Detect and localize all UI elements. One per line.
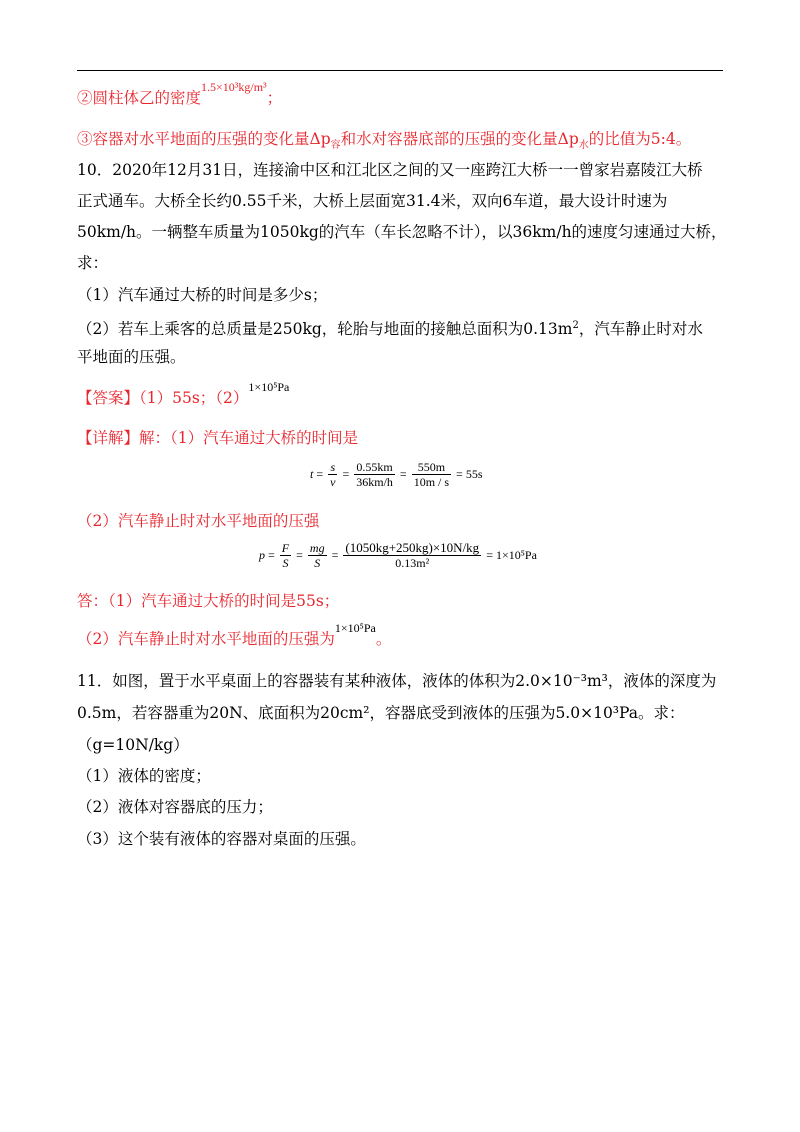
- item-3-sub-1: 容: [330, 140, 341, 152]
- eq2-fraction-3: [343, 541, 481, 570]
- q10-line-6b: ，汽车静止时对水: [578, 320, 703, 339]
- eq2-fraction-1: [280, 541, 291, 570]
- q11-line-2: 0.5m，若容器重为20N、底面积为20cm²，容器底受到液体的压强为5.0×10³Pa。求：: [77, 704, 685, 722]
- item-3-text-a: ③容器对水平地面的压强的变化量Δp: [77, 130, 331, 148]
- eq2-f2-num: mg: [309, 541, 325, 555]
- prev-item-3: [77, 128, 691, 157]
- eq1-f1-den: v: [330, 475, 336, 489]
- conclusion-2-text: （2）汽车静止时对水平地面的压强为: [77, 630, 335, 648]
- eq1-f3-num: 550m: [412, 460, 451, 475]
- q10-line-6-sup: 2: [572, 320, 579, 331]
- equation-pressure: p = $\frac{F}{S}$ = $\frac{mg}{S}$ = $\frac{(1050kg+250kg)\times 10N/kg}{\text{0.13m²}}$ = 1×10⁵Pa: [259, 540, 537, 570]
- eq1-f2-den: 36km/h: [356, 475, 393, 489]
- eq2-f1-den: S: [282, 556, 289, 570]
- q11-line-4: （1）液体的密度；: [77, 767, 211, 785]
- eq2-f3-num: (1050kg+250kg)×10N/kg: [345, 540, 480, 555]
- item-3-sub-2: 水: [578, 140, 589, 152]
- detail-tag: 【详解】: [77, 429, 140, 447]
- q10-conclusion-2: [77, 621, 392, 651]
- q11-line-6: （3）这个装有液体的容器对桌面的压强。: [77, 830, 366, 848]
- eq1-fraction-3: [412, 460, 451, 489]
- eq1-fraction-2: [354, 460, 395, 489]
- answer-value: 1×10⁵Pa: [248, 380, 290, 394]
- eq2-fraction-2: [308, 541, 327, 570]
- q10-line-6a: （2）若车上乘客的总质量是250kg，轮胎与地面的接触总面积为0.13m: [77, 320, 573, 339]
- prev-item-2: [77, 80, 283, 110]
- eq2-f2-den: S: [314, 556, 321, 570]
- eq2-f1-num: F: [281, 541, 290, 555]
- q11-line-1: 11．如图，置于水平桌面上的容器装有某种液体，液体的体积为2.0×10⁻³m³，液体的深度为: [77, 672, 717, 690]
- q10-detail-1: [77, 427, 358, 449]
- eq1-f1-num: s: [330, 460, 336, 474]
- item-3-text-b: 和水对容器底部的压强的变化量Δp: [340, 130, 579, 148]
- q10-detail-2: （2）汽车静止时对水平地面的压强: [77, 512, 320, 530]
- q10-line-6: [77, 315, 703, 340]
- conclusion-2-value: 1×10⁵Pa: [334, 621, 376, 635]
- eq2-f3-den: 0.13m²: [395, 556, 430, 570]
- eq1-lhs: t: [310, 467, 314, 481]
- q11-line-5: （2）液体对容器底的压力；: [77, 798, 273, 816]
- item-3-text-c: 的比值为5:4。: [588, 130, 692, 148]
- item-2-suffix: ；: [266, 89, 283, 107]
- equation-time: t = $\frac{s}{v}$ = $\frac{0.55km}{36km/h}$ = $\frac{550m}{10m / s}$ = 55s: [310, 460, 483, 489]
- item-2-density-value: 1.5×10³kg/m³: [201, 80, 267, 94]
- eq1-f2-num: 0.55km: [354, 460, 395, 475]
- detail-line-1: 解：（1）汽车通过大桥的时间是: [139, 429, 359, 447]
- q10-line-4: 求：: [77, 254, 109, 272]
- q10-line-3: 50km/h。一辆整车质量为1050kg的汽车（车长忽略不计），以36km/h的速度匀速通过大桥，: [77, 223, 727, 241]
- header-rule: [77, 70, 723, 71]
- answer-text: （1）55s；（2）: [139, 389, 249, 407]
- q10-conclusion-1: 答：（1）汽车通过大桥的时间是55s；: [77, 592, 340, 610]
- q10-line-5: （1）汽车通过大桥的时间是多少s；: [77, 286, 328, 304]
- eq1-fraction-1: [328, 460, 337, 489]
- answer-tag: 【答案】: [77, 389, 140, 407]
- q11-line-3: （g=10N/kg）: [77, 736, 189, 754]
- eq1-result: 55s: [465, 467, 483, 481]
- item-2-text: ②圆柱体乙的密度: [77, 89, 202, 107]
- conclusion-2-end: 。: [375, 630, 392, 648]
- q10-line-2: 正式通车。大桥全长约0.55千米，大桥上层面宽31.4米，双向6车道，最大设计时速为: [77, 192, 668, 210]
- q10-line-1: 10．2020年12月31日，连接渝中区和江北区之间的又一座跨江大桥一一曾家岩嘉陵江大桥: [77, 161, 703, 179]
- eq1-f3-den: 10m / s: [413, 475, 450, 489]
- eq2-lhs: p: [259, 548, 265, 562]
- eq2-result: 1×10⁵Pa: [495, 548, 537, 562]
- q10-line-7: 平地面的压强。: [77, 348, 186, 366]
